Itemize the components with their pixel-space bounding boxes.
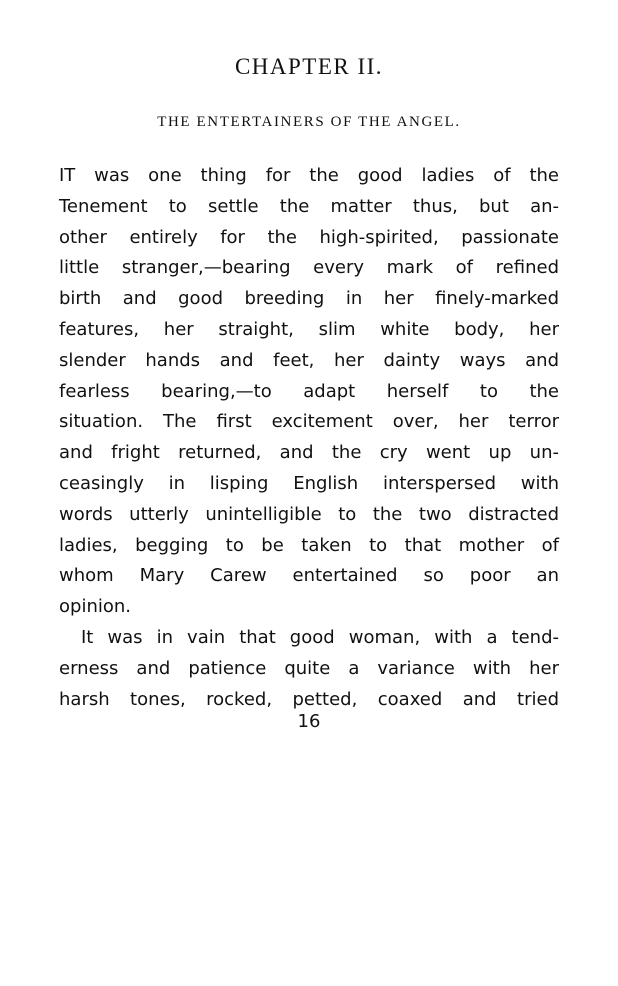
text-line: other entirely for the high-spirited, passionate xyxy=(59,226,559,248)
text-line: ceasingly in lisping English interspersed with xyxy=(59,472,559,494)
text-line: little stranger,—bearing every mark of refined xyxy=(59,257,559,279)
text-line: features, her straight, slim white body, her xyxy=(59,318,559,340)
body-text xyxy=(59,161,559,715)
text-line: IT was one thing for the good ladies of the xyxy=(59,165,559,186)
page-number: 16 xyxy=(297,711,321,732)
text-line: erness and patience quite a variance with her xyxy=(59,657,559,679)
text-line: Tenement to settle the matter thus, but an- xyxy=(59,195,559,217)
text-line: opinion. xyxy=(59,596,131,618)
text-line: fearless bearing,—to adapt herself to the xyxy=(59,380,559,402)
text-line: harsh tones, rocked, petted, coaxed and tried xyxy=(59,688,559,710)
text-line: words utterly unintelligible to the two distracted xyxy=(59,503,559,525)
text-line: birth and good breeding in her finely-marked xyxy=(59,288,559,310)
text-line: ladies, begging to be taken to that mother of xyxy=(59,534,559,556)
chapter-title: CHAPTER II. xyxy=(234,54,384,79)
text-line: slender hands and feet, her dainty ways and xyxy=(59,349,559,371)
text-line: whom Mary Carew entertained so poor an xyxy=(59,565,559,587)
chapter-subtitle: THE ENTERTAINERS OF THE ANGEL. xyxy=(157,114,461,130)
text-line: situation. The first excitement over, her terror xyxy=(59,411,559,433)
text-line: It was in vain that good woman, with a tend- xyxy=(81,626,559,648)
text-line: and fright returned, and the cry went up un- xyxy=(59,442,559,464)
